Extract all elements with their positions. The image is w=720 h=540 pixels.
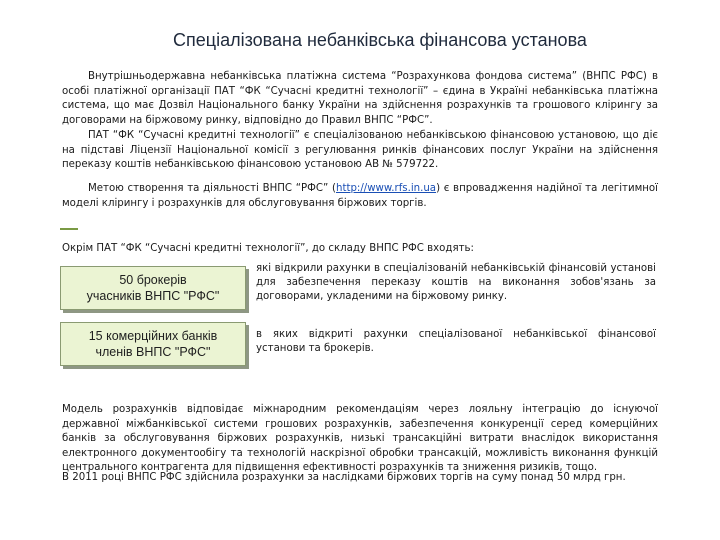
page-title: Спеціалізована небанківська фінансова установа — [173, 30, 587, 50]
intro-paragraph-2: ПАТ “ФК “Сучасні кредитні технології” є спеціалізованою небанківською фінансовою установою, що діє на підставі Ліцензії Національної комісії з регулювання ринків фінансових послуг України на здійснення переказу коштів небанківською фінансовою установою АВ № 579722. — [62, 130, 658, 171]
goal-text-after: ) є впровадження надійної та легітимної моделі клірингу і розрахунків для обслуговування біржових торгів. — [62, 183, 658, 209]
brokers-box — [60, 266, 246, 310]
intro-paragraph-1: Внутрішньодержавна небанківська платіжна система “Розрахункова фондова система” (ВНПС РФС) в особі платіжної організації ПАТ “ФК “Сучасні кредитні технології” – єдина в Україні небанківська платіжна система, що має Дозвіл Національного банку України на здійснення розрахунків та грошового клірингу за договорами на біржовому ринку, відповідно до Правил ВНПС “РФС”. — [62, 71, 658, 126]
banks-box-line1: 15 комерційних банків — [88, 329, 218, 343]
banks-box — [60, 322, 246, 366]
goal-paragraph — [62, 182, 658, 211]
banks-box-line2: членів ВНПС "РФС" — [95, 345, 211, 359]
model-paragraph-1: Модель розрахунків відповідає міжнародним рекомендаціям через лояльну інтеграцію до існуючої державної міжбанківської системи грошових розрахунків, забезпечення конкуренції серед комерційних банків за обслуговування біржових розрахунків, низькі трансакційні витрати внаслідок використання електронного документообігу та технологій наскрізної обробки трансакцій, можливість виконання функцій центрального контрагента для підвищення ефективності розрахунків та зниження ризиків, тощо. — [62, 404, 658, 474]
banks-description: в яких відкриті рахунки спеціалізованої небанківської фінансової установи та брокерів. — [256, 329, 656, 355]
model-paragraph-2: В 2011 році ВНПС РФС здійснила розрахунки за наслідками біржових торгів на суму понад 50 млрд грн. — [62, 472, 626, 483]
rfs-website-link[interactable]: http://www.rfs.in.ua — [336, 183, 437, 194]
brokers-box-line1: 50 брокерів — [119, 273, 187, 287]
brokers-description: які відкрили рахунки в спеціалізованій небанківській фінансовій установі для забезпечення переказу коштів на виконання зобов'язань за договорами, укладеними на біржовому ринку. — [256, 263, 656, 303]
goal-text-before: Метою створення та діяльності ВНПС “РФС” ( — [88, 183, 336, 194]
members-heading: Окрім ПАТ “ФК “Сучасні кредитні технології”, до складу ВНПС РФС входять: — [62, 243, 474, 254]
section-divider-top — [60, 228, 78, 230]
brokers-box-line2: учасників ВНПС "РФС" — [86, 289, 220, 303]
